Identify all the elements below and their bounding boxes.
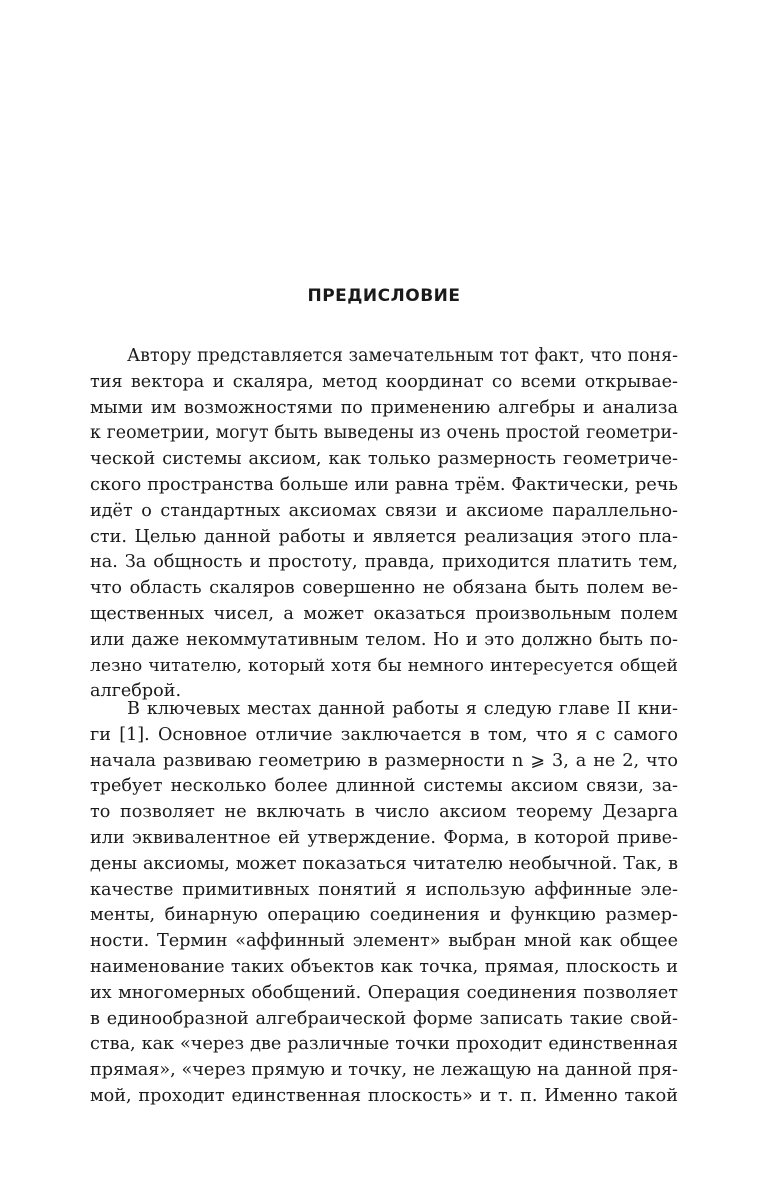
text-line: идёт о стандартных аксиомах связи и аксиоме параллельно-	[90, 500, 678, 521]
text-line: прямая», «через прямую и точку, не лежащую на данной пря-	[90, 1060, 678, 1081]
text-line: начала развиваю геометрию в размерности n ⩾ 3, а не 2, что	[90, 750, 678, 771]
text-line: в единообразной алгебраической форме записать такие свой-	[90, 1008, 678, 1029]
text-line: качестве примитивных понятий я использую аффинные эле-	[90, 879, 678, 900]
paragraph-2	[90, 697, 678, 1110]
text-line: к геометрии, могут быть выведены из очень простой геометри-	[90, 423, 678, 444]
text-line: то позволяет не включать в число аксиом теорему Дезарга	[90, 802, 678, 823]
text-line: ности. Термин «аффинный элемент» выбран мной как общее	[90, 931, 678, 952]
text-line: или даже некоммутативным телом. Но и это должно быть по-	[90, 629, 678, 650]
text-line: дены аксиомы, может показаться читателю необычной. Так, в	[90, 853, 678, 874]
text-line: лезно читателю, который хотя бы немного интересуется общей	[90, 655, 678, 676]
text-line: их многомерных обобщений. Операция соединения позволяет	[90, 982, 678, 1003]
text-line: Автору представляется замечательным тот факт, что поня-	[127, 346, 678, 366]
text-line: ги [1]. Основное отличие заключается в том, что я с самого	[90, 724, 678, 745]
text-line: наименование таких объектов как точка, прямая, плоскость и	[90, 956, 678, 977]
book-page	[90, 0, 678, 1182]
text-line: В ключевых местах данной работы я следую главе II кни-	[127, 699, 678, 719]
text-line: мыми им возможностями по применению алгебры и анализа	[90, 397, 678, 418]
text-line: тия вектора и скаляра, метод координат со всеми открывае-	[90, 371, 678, 392]
text-line: алгеброй.	[90, 681, 182, 702]
text-line: на. За общность и простоту, правда, приходится платить тем,	[90, 552, 678, 573]
text-line: ского пространства больше или равна трём. Фактически, речь	[90, 474, 678, 495]
text-line: требует несколько более длинной системы аксиом связи, за-	[90, 776, 678, 797]
text-line: менты, бинарную операцию соединения и функцию размер-	[90, 905, 678, 926]
text-line: щественных чисел, а может оказаться произвольным полем	[90, 603, 678, 624]
text-line: сти. Целью данной работы и является реализация этого пла-	[90, 526, 678, 547]
text-line: что область скаляров совершенно не обязана быть полем ве-	[90, 578, 678, 599]
text-line: мой, проходит единственная плоскость» и т. п. Именно такой	[90, 1085, 678, 1106]
text-line: ства, как «через две различные точки проходит единственная	[90, 1034, 678, 1055]
paragraph-1	[90, 344, 678, 705]
page-title: ПРЕДИСЛОВИЕ	[307, 286, 461, 306]
text-line: ческой системы аксиом, как только размерность геометриче-	[90, 449, 678, 470]
text-line: или эквивалентное ей утверждение. Форма, в которой приве-	[90, 827, 678, 848]
